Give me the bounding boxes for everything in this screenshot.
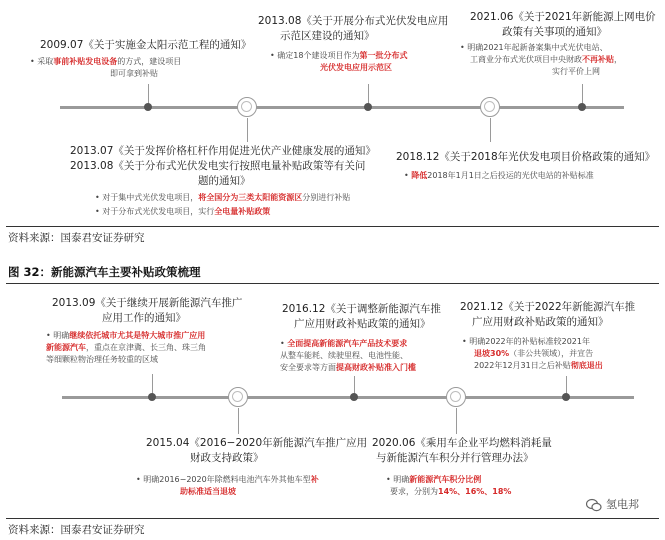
- timeline-ring-marker: [228, 387, 248, 407]
- event-2021-06-bullet: • 明确2021年起新备案集中式光伏电站、 工商业分布式光伏项目中央财政不再补贴， 实行平价上网: [460, 43, 622, 76]
- bullet-dot-icon: •: [462, 337, 470, 346]
- event-2015-04-bullet: • 明确2016−2020年除燃料电池汽车外其他车型补 助标准适当退坡: [136, 475, 319, 496]
- event-2021-12-title: 2021.12《关于2022年新能源汽车推 广应用财政补贴政策的通知》: [460, 301, 636, 328]
- bullet-dot-icon: •: [270, 51, 278, 60]
- event-2013-09-title: 2013.09《关于继续开展新能源汽车推广 应用工作的通知》: [52, 297, 243, 324]
- event-2021-12-bullet: • 明确2022年的补贴标准较2021年 退坡30%（非公共领域），并宣告 2022年12月31日之后补贴彻底退出: [462, 337, 603, 370]
- event-2015-04-title: 2015.04《2016−2020年新能源汽车推广应用 财政支持政策》: [146, 437, 368, 464]
- timeline-dot: [364, 103, 372, 111]
- top-timeline: [0, 0, 665, 250]
- bullet-dot-icon: •: [280, 339, 288, 348]
- top-source-note: 资料来源：国泰君安证券研究: [8, 232, 145, 244]
- timeline-dot: [144, 103, 152, 111]
- event-2013-09-bullet: • 明确继续依托城市尤其是特大城市推广应用 新能源汽车，重点在京津冀、长三角、珠三角 等细颗粒物治理任务较重的区域: [46, 331, 206, 364]
- event-2013-07-bullets: • 对于集中式光伏发电项目，将全国分为三类太阳能资源区分别进行补贴 • 对于分布式光伏发电项目，实行全电量补贴政策: [95, 193, 351, 216]
- event-2016-12-bullet: • 全面提高新能源汽车产品技术要求 从整车能耗、续驶里程、电池性能、 安全要求等方面提高财政补贴准入门槛: [280, 339, 416, 372]
- timeline-dot: [350, 393, 358, 401]
- bullet-dot-icon: •: [46, 331, 54, 340]
- bullet-dot-icon: •: [136, 475, 144, 484]
- top-source-separator: [6, 226, 659, 227]
- timeline-dot: [578, 103, 586, 111]
- connector-line: [247, 118, 248, 142]
- event-2013-07-title: 2013.07《关于发挥价格杠杆作用促进光伏产业健康发展的通知》 2013.08《关于分布式光伏发电实行按照电量补贴政策等有关问 题的通知》: [70, 145, 376, 187]
- bottom-timeline: [0, 284, 665, 540]
- event-2020-06-bullet: • 明确新能源汽车积分比例 要求，分别为14%、16%、18%: [386, 475, 512, 496]
- timeline-dot: [148, 393, 156, 401]
- watermark: 氢电邦: [586, 496, 639, 512]
- bullet-dot-icon: •: [30, 57, 38, 66]
- bullet-dot-icon: •: [95, 193, 103, 202]
- event-2020-06-title: 2020.06《乘用车企业平均燃料消耗量 与新能源汽车积分并行管理办法》: [372, 437, 552, 464]
- event-2013-08-demo-title: 2013.08《关于开展分布式光伏发电应用 示范区建设的通知》: [258, 15, 449, 42]
- event-2013-08-demo-bullet: • 确定18个建设项目作为第一批分布式 光伏发电应用示范区: [270, 51, 408, 72]
- event-2009-07-bullet: • 采取事前补贴发电设备的方式，建设项目 即可拿到补贴: [30, 57, 182, 78]
- timeline-ring-marker: [446, 387, 466, 407]
- bottom-source-separator: [6, 518, 659, 519]
- bullet-dot-icon: •: [386, 475, 394, 484]
- bullet-dot-icon: •: [460, 43, 468, 52]
- timeline-ring-marker: [480, 97, 500, 117]
- wechat-icon: [586, 497, 602, 511]
- connector-line: [490, 118, 491, 142]
- bullet-dot-icon: •: [404, 171, 412, 180]
- event-2021-06-title: 2021.06《关于2021年新能源上网电价 政策有关事项的通知》: [470, 11, 656, 38]
- bottom-source-note: 资料来源：国泰君安证券研究: [8, 524, 145, 536]
- figure-title: 图 32：新能源汽车主要补贴政策梳理: [8, 265, 201, 279]
- event-2018-12-bullet: • 降低2018年1月1日之后投运的光伏电站的补贴标准: [404, 171, 594, 180]
- event-2016-12-title: 2016.12《关于调整新能源汽车推 广应用财政补贴政策的通知》: [282, 303, 441, 330]
- timeline-ring-marker: [237, 97, 257, 117]
- event-2009-07-title: 2009.07《关于实施金太阳示范工程的通知》: [40, 39, 252, 51]
- event-2018-12-title: 2018.12《关于2018年光伏发电项目价格政策的通知》: [396, 151, 656, 163]
- timeline-dot: [562, 393, 570, 401]
- connector-line: [238, 408, 239, 434]
- connector-line: [456, 408, 457, 434]
- bullet-dot-icon: •: [95, 207, 103, 216]
